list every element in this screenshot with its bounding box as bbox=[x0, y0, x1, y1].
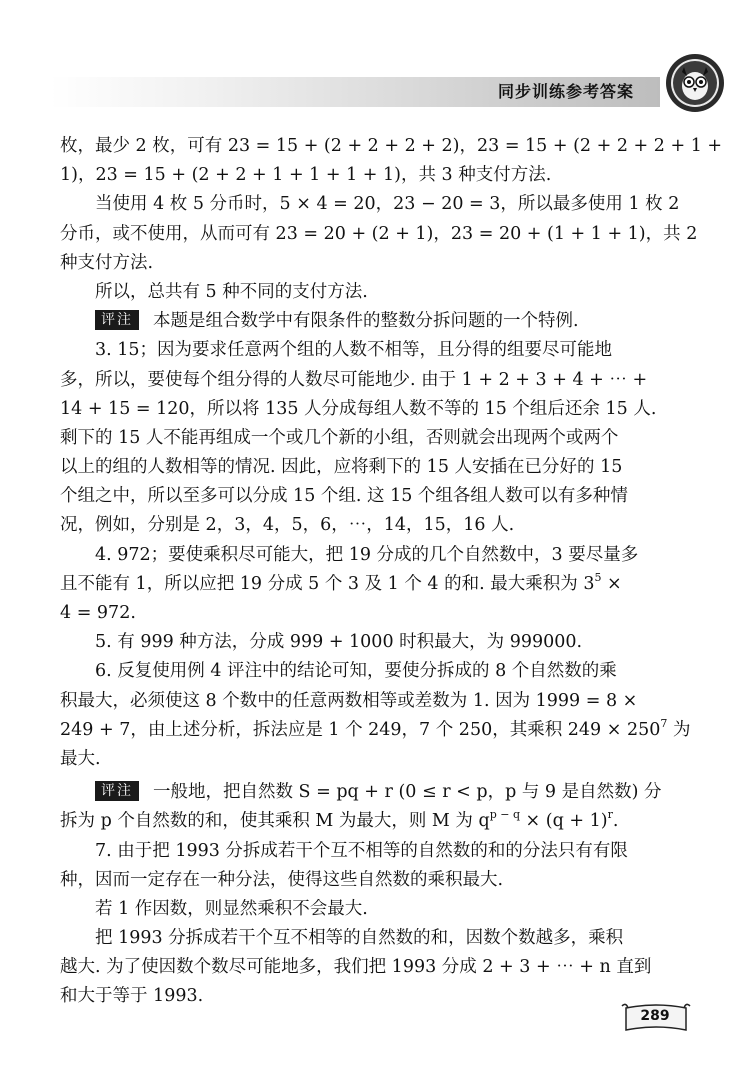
text-span: 枚，最少 2 枚，可有 23 = 15 + (2 + 2 + 2 + 2)，23 = 15 + (2 + 2 + 2 + 1 + bbox=[60, 136, 723, 156]
text-span: 多，所以，要使每个组分得的人数尽可能地少. 由于 1 + 2 + 3 + 4 + ⋯ + bbox=[60, 369, 648, 390]
text-line bbox=[60, 424, 690, 453]
text-line bbox=[60, 482, 690, 511]
text-line bbox=[60, 511, 690, 540]
note-badge: 评注 bbox=[95, 781, 139, 801]
text-span: × (q + 1) bbox=[519, 811, 608, 832]
text-span: 分币，或不使用，从而可有 23 = 20 + (2 + 1)，23 = 20 + (1 + 1 + 1)，共 2 bbox=[60, 223, 698, 244]
text-line bbox=[60, 132, 723, 161]
text-span: 种，因而一定存在一种分法，使得这些自然数的乘积最大. bbox=[60, 869, 504, 890]
text-line bbox=[60, 395, 690, 424]
text-line bbox=[60, 366, 690, 395]
exponent: 7 bbox=[660, 716, 668, 730]
page-number: 289 bbox=[640, 1008, 670, 1024]
text-line bbox=[60, 570, 690, 599]
text-span: . bbox=[612, 811, 619, 832]
text-span: 把 1993 分拆成若干个互不相等的自然数的和，因数个数越多，乘积 bbox=[95, 928, 624, 949]
text-line bbox=[60, 953, 690, 982]
text-span: 所以，总共有 5 种不同的支付方法. bbox=[95, 281, 368, 302]
text-span: 14 + 15 = 120，所以将 135 人分成每组人数不等的 15 个组后还余 15 人. bbox=[60, 398, 657, 419]
note-badge: 评注 bbox=[95, 310, 139, 330]
answer-text-body bbox=[60, 132, 723, 1012]
running-header-title: 同步训练参考答案 bbox=[498, 82, 635, 101]
text-line bbox=[60, 924, 690, 953]
text-line bbox=[60, 807, 690, 836]
text-span: 4. 972；要使乘积尽可能大，把 19 分成的几个自然数中，3 要尽量多 bbox=[95, 544, 639, 565]
text-line bbox=[60, 220, 698, 249]
text-span: 一般地，把自然数 S = pq + r (0 ≤ r < p，p 与 9 是自然数) 分 bbox=[153, 782, 662, 803]
text-line bbox=[60, 745, 690, 774]
text-span: 7. 由于把 1993 分拆成若干个互不相等的自然数的和的分法只有有限 bbox=[95, 840, 628, 861]
note-line bbox=[60, 778, 690, 807]
text-line bbox=[60, 895, 690, 924]
text-line bbox=[60, 599, 690, 628]
text-line bbox=[60, 541, 690, 570]
text-span: 最大. bbox=[60, 748, 101, 769]
text-line bbox=[60, 982, 690, 1011]
text-line bbox=[60, 161, 690, 190]
text-span: × bbox=[607, 573, 622, 594]
text-span: 越大. 为了使因数个数尽可能地多，我们把 1993 分成 2 + 3 + ⋯ + n 直到 bbox=[60, 957, 652, 978]
text-line bbox=[60, 453, 690, 482]
text-span: 若 1 作因数，则显然乘积不会最大. bbox=[95, 898, 368, 919]
text-span: 积最大，必须使这 8 个数中的任意两数相等或差数为 1. 因为 1999 = 8 × bbox=[60, 690, 638, 711]
text-span: 当使用 4 枚 5 分币时，5 × 4 = 20，23 − 20 = 3，所以最多使用 1 枚 2 bbox=[95, 194, 680, 215]
text-span: 1)，23 = 15 + (2 + 2 + 1 + 1 + 1 + 1)，共 3 种支付方法. bbox=[60, 165, 552, 186]
text-line bbox=[60, 336, 690, 365]
text-span: 4 = 972. bbox=[60, 603, 136, 623]
text-span: 且不能有 1，所以应把 19 分成 5 个 3 及 1 个 4 的和. 最大乘积为 3 bbox=[60, 573, 595, 594]
text-span: 本题是组合数学中有限条件的整数分拆问题的一个特例. bbox=[153, 311, 579, 332]
text-line bbox=[60, 866, 690, 895]
text-span: 249 + 7，由上述分析，拆法应是 1 个 249，7 个 250，其乘积 249 × 250 bbox=[60, 719, 661, 740]
text-line bbox=[60, 190, 690, 219]
text-span: 拆为 p 个自然数的和，使其乘积 M 为最大，则 M 为 q bbox=[60, 811, 490, 832]
owl-logo-icon bbox=[664, 52, 726, 114]
text-span: 种支付方法. bbox=[60, 252, 154, 273]
exponent: p − q bbox=[489, 808, 520, 822]
text-line bbox=[60, 249, 690, 278]
text-line bbox=[60, 716, 690, 745]
exponent: r bbox=[607, 808, 613, 822]
text-span: 3. 15；因为要求任意两个组的人数不相等，且分得的组要尽可能地 bbox=[95, 340, 613, 361]
text-line bbox=[60, 628, 690, 657]
text-span: 和大于等于 1993. bbox=[60, 986, 204, 1007]
text-span: 况，例如，分别是 2，3，4，5，6，⋯，14，15，16 人. bbox=[60, 515, 515, 536]
text-span: 6. 反复使用例 4 评注中的结论可知，要使分拆成的 8 个自然数的乘 bbox=[95, 661, 617, 682]
text-span: 剩下的 15 人不能再组成一个或几个新的小组，否则就会出现两个或两个 bbox=[60, 427, 619, 448]
text-line bbox=[60, 278, 690, 307]
text-line bbox=[60, 657, 690, 686]
note-line bbox=[60, 307, 690, 336]
text-span: 个组之中，所以至多可以分成 15 个组. 这 15 个组各组人数可以有多种情 bbox=[60, 486, 628, 507]
text-span: 以上的组的人数相等的情况. 因此，应将剩下的 15 人安插在已分好的 15 bbox=[60, 457, 623, 478]
exponent: 5 bbox=[594, 570, 602, 584]
text-span: 为 bbox=[672, 719, 691, 740]
text-span: 5. 有 999 种方法，分成 999 + 1000 时积最大，为 999000. bbox=[95, 632, 583, 653]
text-line bbox=[60, 687, 690, 716]
text-line bbox=[60, 837, 690, 866]
